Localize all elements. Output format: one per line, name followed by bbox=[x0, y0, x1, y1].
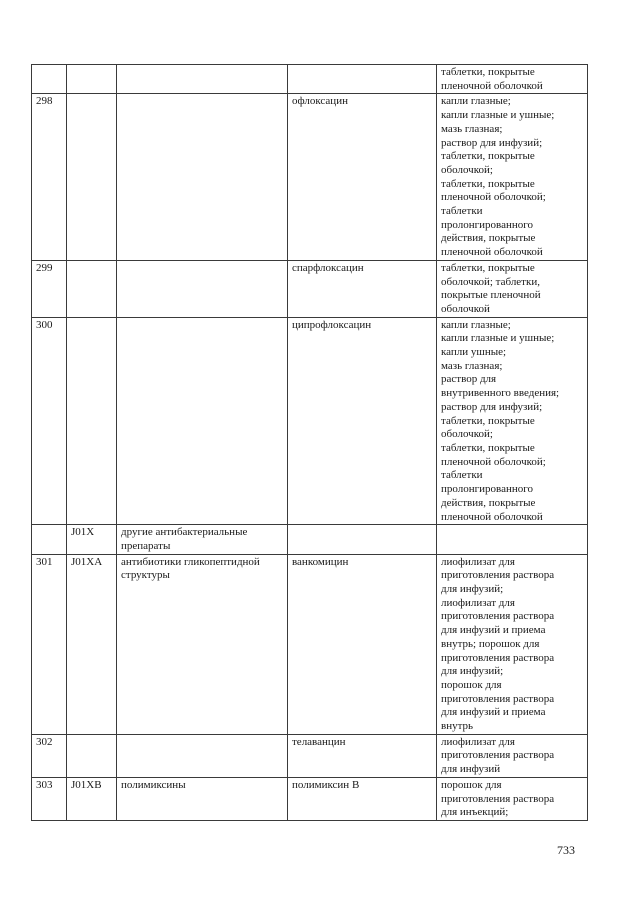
atc-group: другие антибактериальные препараты bbox=[117, 525, 288, 554]
atc-group bbox=[117, 94, 288, 260]
atc-group: антибиотики гликопептидной структуры bbox=[117, 554, 288, 734]
atc-code bbox=[67, 260, 117, 317]
atc-code bbox=[67, 734, 117, 777]
table-row bbox=[32, 260, 588, 317]
dosage-forms: порошок для приготовления раствора для инъекций; bbox=[437, 777, 588, 820]
dosage-forms: таблетки, покрытые пленочной оболочкой bbox=[437, 65, 588, 94]
table-row bbox=[32, 554, 588, 734]
atc-code: J01XA bbox=[67, 554, 117, 734]
drug-name: полимиксин В bbox=[288, 777, 437, 820]
table-row bbox=[32, 525, 588, 554]
drug-name: ванкомицин bbox=[288, 554, 437, 734]
dosage-forms: лиофилизат для приготовления раствора для инфузий; лиофилизат для приготовления раствора для инфузий и приема внутрь; порошок для приготовления раствора для инфузий; порошок для приготовления раствора для инфузий и приема внутрь bbox=[437, 554, 588, 734]
atc-code bbox=[67, 317, 117, 525]
table-row bbox=[32, 777, 588, 820]
drug-name: офлоксацин bbox=[288, 94, 437, 260]
row-number: 301 bbox=[32, 554, 67, 734]
atc-code bbox=[67, 65, 117, 94]
drug-list-table bbox=[31, 64, 588, 821]
atc-code bbox=[67, 94, 117, 260]
atc-code: J01XB bbox=[67, 777, 117, 820]
atc-group bbox=[117, 260, 288, 317]
table-row bbox=[32, 317, 588, 525]
atc-group bbox=[117, 734, 288, 777]
drug-name: спарфлоксацин bbox=[288, 260, 437, 317]
row-number: 298 bbox=[32, 94, 67, 260]
dosage-forms: капли глазные; капли глазные и ушные; мазь глазная; раствор для инфузий; таблетки, покрытые оболочкой; таблетки, покрытые пленочной оболочкой; таблетки пролонгированного действия, покрытые пленочной оболочкой bbox=[437, 94, 588, 260]
atc-group bbox=[117, 317, 288, 525]
table-row bbox=[32, 65, 588, 94]
row-number: 299 bbox=[32, 260, 67, 317]
atc-code: J01X bbox=[67, 525, 117, 554]
drug-name: телаванцин bbox=[288, 734, 437, 777]
table-row bbox=[32, 94, 588, 260]
drug-name bbox=[288, 525, 437, 554]
row-number: 300 bbox=[32, 317, 67, 525]
drug-name bbox=[288, 65, 437, 94]
dosage-forms: капли глазные; капли глазные и ушные; капли ушные; мазь глазная; раствор для внутривенного введения; раствор для инфузий; таблетки, покрытые оболочкой; таблетки, покрытые пленочной оболочкой; таблетки пролонгированного действия, покрытые пленочной оболочкой bbox=[437, 317, 588, 525]
drug-name: ципрофлоксацин bbox=[288, 317, 437, 525]
row-number: 302 bbox=[32, 734, 67, 777]
row-number bbox=[32, 525, 67, 554]
dosage-forms: таблетки, покрытые оболочкой; таблетки, покрытые пленочной оболочкой bbox=[437, 260, 588, 317]
table-row bbox=[32, 734, 588, 777]
dosage-forms bbox=[437, 525, 588, 554]
atc-group bbox=[117, 65, 288, 94]
atc-group: полимиксины bbox=[117, 777, 288, 820]
page-number: 733 bbox=[557, 843, 575, 857]
row-number: 303 bbox=[32, 777, 67, 820]
row-number bbox=[32, 65, 67, 94]
dosage-forms: лиофилизат для приготовления раствора для инфузий bbox=[437, 734, 588, 777]
